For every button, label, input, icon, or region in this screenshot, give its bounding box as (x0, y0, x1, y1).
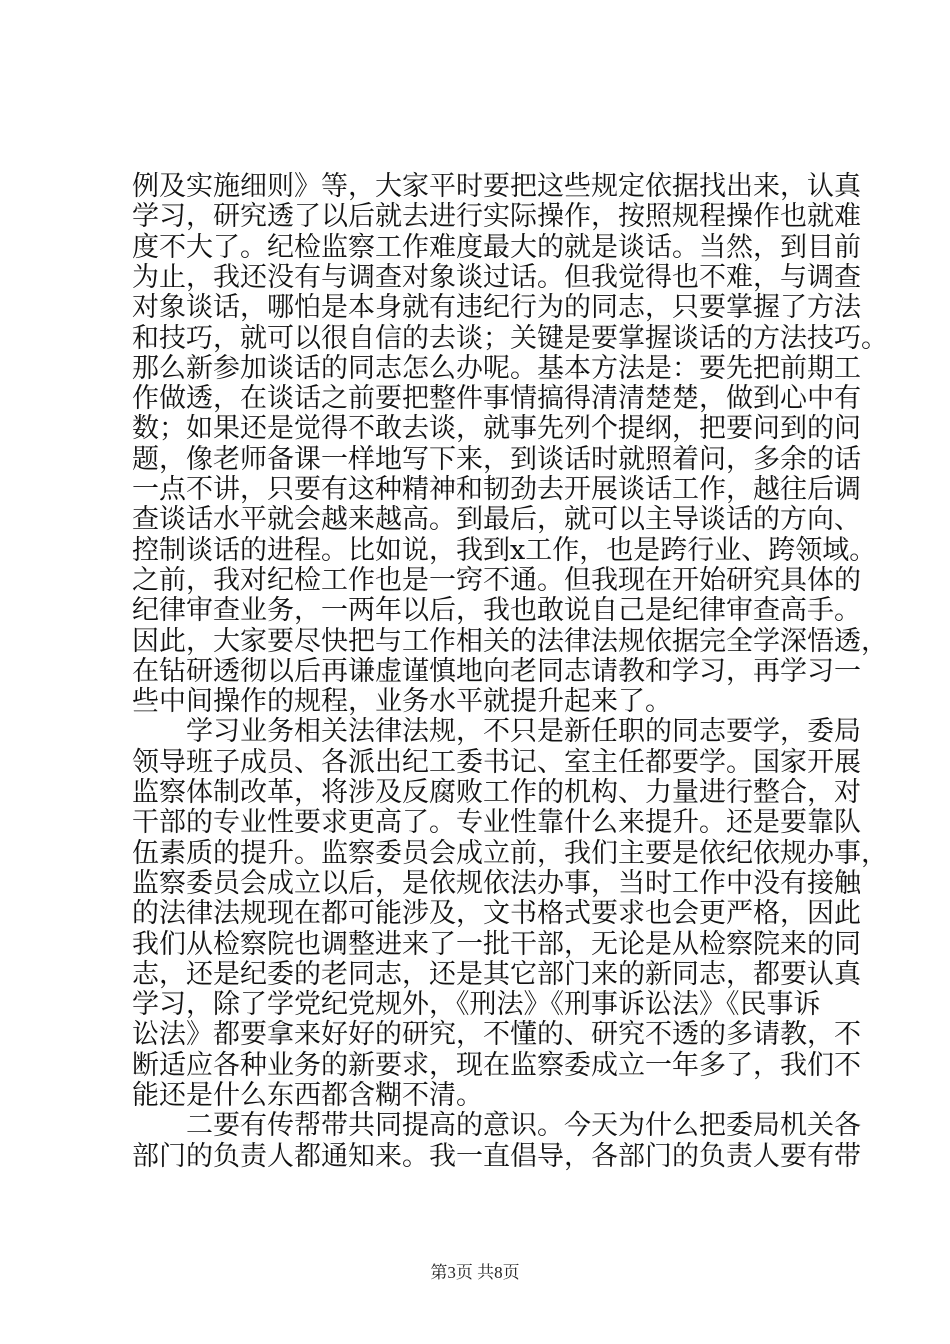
body-text-line-4: 为止，我还没有与调查对象谈过话。但我觉得也不难，与调查 (132, 262, 861, 293)
body-text-line-18: 些中间操作的规程，业务水平就提升起来了。 (132, 686, 672, 717)
body-text-line-31: 能还是什么东西都含糊不清。 (132, 1080, 483, 1111)
body-text-line-19: 学习业务相关法律法规，不只是新任职的同志要学，委局 (186, 716, 861, 747)
body-text-line-32: 二要有传帮带共同提高的意识。今天为什么把委局机关各 (186, 1110, 861, 1141)
body-text-line-11: 一点不讲，只要有这种精神和韧劲去开展谈话工作，越往后调 (132, 474, 861, 505)
body-text-line-3: 度不大了。纪检监察工作难度最大的就是谈话。当然，到目前 (132, 232, 861, 263)
body-text-line-8: 作做透，在谈话之前要把整件事情搞得清清楚楚，做到心中有 (132, 383, 861, 414)
body-text-line-21: 监察体制改革，将涉及反腐败工作的机构、力量进行整合，对 (132, 777, 861, 808)
body-text-line-24: 监察委员会成立以后，是依规依法办事，当时工作中没有接触 (132, 868, 861, 899)
body-text-line-20: 领导班子成员、各派出纪工委书记、室主任都要学。国家开展 (132, 747, 861, 778)
body-text-line-26: 我们从检察院也调整进来了一批干部，无论是从检察院来的同 (132, 929, 861, 960)
body-text-line-22: 干部的专业性要求更高了。专业性靠什么来提升。还是要靠队 (132, 807, 861, 838)
body-text-line-5: 对象谈话，哪怕是本身就有违纪行为的同志，只要掌握了方法 (132, 292, 861, 323)
body-text-line-28: 学习，除了学党纪党规外，《刑法》《刑事诉讼法》《民事诉 (132, 989, 821, 1020)
body-text-line-1: 例及实施细则》等，大家平时要把这些规定依据找出来，认真 (132, 171, 861, 202)
body-text-line-2: 学习，研究透了以后就去进行实际操作，按照规程操作也就难 (132, 201, 861, 232)
body-text-line-27: 志，还是纪委的老同志，还是其它部门来的新同志，都要认真 (132, 959, 861, 990)
body-text-line-29: 讼法》都要拿来好好的研究，不懂的、研究不透的多请教，不 (132, 1019, 861, 1050)
body-text-line-30: 断适应各种业务的新要求，现在监察委成立一年多了，我们不 (132, 1050, 861, 1081)
body-text-line-13: 控制谈话的进程。比如说，我到x工作，也是跨行业、跨领域。 (132, 535, 877, 566)
body-text-line-16: 因此，大家要尽快把与工作相关的法律法规依据完全学深悟透， (132, 626, 888, 657)
body-text-line-10: 题，像老师备课一样地写下来，到谈话时就照着问，多余的话 (132, 444, 861, 475)
body-text-line-15: 纪律审查业务，一两年以后，我也敢说自己是纪律审查高手。 (132, 595, 861, 626)
body-text-line-14: 之前，我对纪检工作也是一窍不通。但我现在开始研究具体的 (132, 565, 861, 596)
page-footer: 第3页 共8页 (430, 1263, 520, 1282)
body-text-line-7: 那么新参加谈话的同志怎么办呢。基本方法是：要先把前期工 (132, 353, 861, 384)
body-text-line-12: 查谈话水平就会越来越高。到最后，就可以主导谈话的方向、 (132, 504, 861, 535)
body-text-line-6: 和技巧，就可以很自信的去谈；关键是要掌握谈话的方法技巧。 (132, 323, 888, 354)
body-text-line-33: 部门的负责人都通知来。我一直倡导，各部门的负责人要有带 (132, 1141, 861, 1172)
body-text-line-9: 数；如果还是觉得不敢去谈，就事先列个提纲，把要问到的问 (132, 413, 861, 444)
body-text-line-25: 的法律法规现在都可能涉及，文书格式要求也会更严格，因此 (132, 898, 861, 929)
body-text-line-23: 伍素质的提升。监察委员会成立前，我们主要是依纪依规办事， (132, 838, 888, 869)
body-text-line-17: 在钻研透彻以后再谦虚谨慎地向老同志请教和学习，再学习一 (132, 656, 861, 687)
